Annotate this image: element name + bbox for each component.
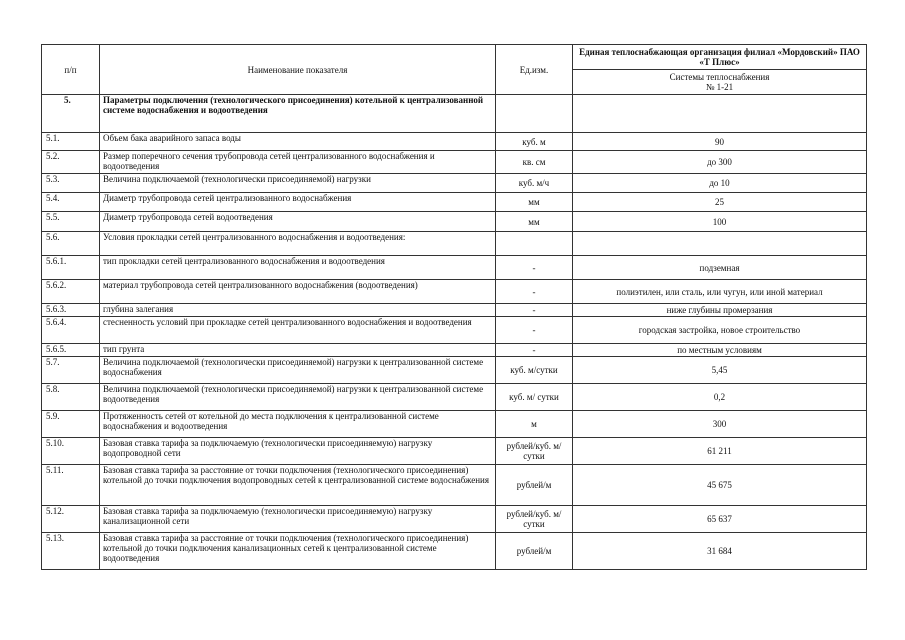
row-number: 5.6.4.	[42, 317, 100, 344]
row-unit: куб. м/ сутки	[496, 384, 573, 411]
table-row	[42, 256, 867, 280]
row-number: 5.6.1.	[42, 256, 100, 280]
row-unit	[496, 95, 573, 133]
table-row	[42, 411, 867, 438]
row-unit: рублей/куб. м/сутки	[496, 438, 573, 465]
table-row	[42, 174, 867, 193]
row-unit: куб. м	[496, 133, 573, 151]
table-row	[42, 151, 867, 174]
row-unit: куб. м/сутки	[496, 357, 573, 384]
row-name: Протяженность сетей от котельной до места подключения к централизованной системе водоснабжения и водоотведения	[100, 411, 496, 438]
row-number: 5.5.	[42, 212, 100, 232]
row-value: 90	[573, 133, 867, 151]
row-value: подземная	[573, 256, 867, 280]
row-unit: м	[496, 411, 573, 438]
row-unit: рублей/м	[496, 533, 573, 570]
row-name: Базовая ставка тарифа за расстояние от точки подключения (технологического присоединения) котельной до точки подключения канализационных сетей к централизованной системе водоотведения	[100, 533, 496, 570]
row-unit: -	[496, 304, 573, 317]
row-name: материал трубопровода сетей централизованного водоснабжения (водоотведения)	[100, 280, 496, 304]
row-value: 25	[573, 193, 867, 212]
row-number: 5.4.	[42, 193, 100, 212]
table-row	[42, 193, 867, 212]
row-unit: кв. см	[496, 151, 573, 174]
row-name: стесненность условий при прокладке сетей централизованного водоснабжения и водоотведения	[100, 317, 496, 344]
header-indicator-name: Наименование показателя	[100, 45, 496, 95]
row-unit: мм	[496, 212, 573, 232]
row-value: 0,2	[573, 384, 867, 411]
row-value: до 10	[573, 174, 867, 193]
row-unit: рублей/куб. м/сутки	[496, 506, 573, 533]
row-number: 5.10.	[42, 438, 100, 465]
row-unit: мм	[496, 193, 573, 212]
table-row	[42, 317, 867, 344]
row-value: 5,45	[573, 357, 867, 384]
row-unit: куб. м/ч	[496, 174, 573, 193]
row-unit: -	[496, 317, 573, 344]
row-value	[573, 232, 867, 256]
row-name: Величина подключаемой (технологически присоединяемой) нагрузки к централизованной системе водоснабжения	[100, 357, 496, 384]
row-value: до 300	[573, 151, 867, 174]
row-number: 5.11.	[42, 465, 100, 506]
header-systems	[573, 70, 867, 95]
row-number: 5.	[42, 95, 100, 133]
row-number: 5.9.	[42, 411, 100, 438]
row-value: полиэтилен, или сталь, или чугун, или иной материал	[573, 280, 867, 304]
table-row	[42, 384, 867, 411]
table-row	[42, 95, 867, 133]
row-number: 5.1.	[42, 133, 100, 151]
row-unit	[496, 232, 573, 256]
row-number: 5.6.	[42, 232, 100, 256]
table-row	[42, 304, 867, 317]
row-number: 5.8.	[42, 384, 100, 411]
header-systems-line2: № 1-21	[705, 82, 734, 92]
table-row	[42, 232, 867, 256]
row-name: Размер поперечного сечения трубопровода сетей централизованного водоснабжения и водоотведения	[100, 151, 496, 174]
table-row	[42, 506, 867, 533]
row-name: Базовая ставка тарифа за подключаемую (технологически присоединяемую) нагрузку канализационной сети	[100, 506, 496, 533]
row-name: Условия прокладки сетей централизованного водоснабжения и водоотведения:	[100, 232, 496, 256]
row-number: 5.6.3.	[42, 304, 100, 317]
table-row	[42, 533, 867, 570]
table-row	[42, 465, 867, 506]
row-value	[573, 95, 867, 133]
table-row	[42, 133, 867, 151]
table-row	[42, 438, 867, 465]
row-value: городская застройка, новое строительство	[573, 317, 867, 344]
row-value: 61 211	[573, 438, 867, 465]
row-name: Базовая ставка тарифа за расстояние от точки подключения (технологического присоединения) котельной до точки подключения водопроводных сетей к централизованной системе водоснабжения	[100, 465, 496, 506]
row-value: 300	[573, 411, 867, 438]
header-unit: Ед.изм.	[496, 45, 573, 95]
header-organization: Единая теплоснабжающая организация филиал «Мордовский» ПАО «Т Плюс»	[573, 45, 867, 70]
row-name: тип грунта	[100, 344, 496, 357]
row-number: 5.6.5.	[42, 344, 100, 357]
row-value: 31 684	[573, 533, 867, 570]
table-row	[42, 344, 867, 357]
row-unit: -	[496, 344, 573, 357]
row-number: 5.7.	[42, 357, 100, 384]
row-unit: -	[496, 256, 573, 280]
indicators-table	[41, 44, 867, 570]
row-name: Базовая ставка тарифа за подключаемую (технологически присоединяемую) нагрузку водопроводной сети	[100, 438, 496, 465]
row-value: 65 637	[573, 506, 867, 533]
row-number: 5.13.	[42, 533, 100, 570]
header-systems-line1: Системы теплоснабжения	[669, 72, 770, 82]
row-name: глубина залегания	[100, 304, 496, 317]
row-name: Диаметр трубопровода сетей централизованного водоснабжения	[100, 193, 496, 212]
row-name: Параметры подключения (технологического присоединения) котельной к централизованной системе водоснабжения и водоотведения	[100, 95, 496, 133]
row-unit: рублей/м	[496, 465, 573, 506]
header-number: п/п	[42, 45, 100, 95]
row-name: Объем бака аварийного запаса воды	[100, 133, 496, 151]
row-number: 5.2.	[42, 151, 100, 174]
row-number: 5.6.2.	[42, 280, 100, 304]
row-name: Диаметр трубопровода сетей водоотведения	[100, 212, 496, 232]
row-value: по местным условиям	[573, 344, 867, 357]
row-value: ниже глубины промерзания	[573, 304, 867, 317]
table-row	[42, 280, 867, 304]
header-row	[42, 45, 867, 70]
row-name: Величина подключаемой (технологически присоединяемой) нагрузки к централизованной системе водоотведения	[100, 384, 496, 411]
row-value: 45 675	[573, 465, 867, 506]
table-row	[42, 212, 867, 232]
row-name: тип прокладки сетей централизованного водоснабжения и водоотведения	[100, 256, 496, 280]
row-name: Величина подключаемой (технологически присоединяемой) нагрузки	[100, 174, 496, 193]
row-value: 100	[573, 212, 867, 232]
row-number: 5.3.	[42, 174, 100, 193]
table-row	[42, 357, 867, 384]
row-unit: -	[496, 280, 573, 304]
row-number: 5.12.	[42, 506, 100, 533]
